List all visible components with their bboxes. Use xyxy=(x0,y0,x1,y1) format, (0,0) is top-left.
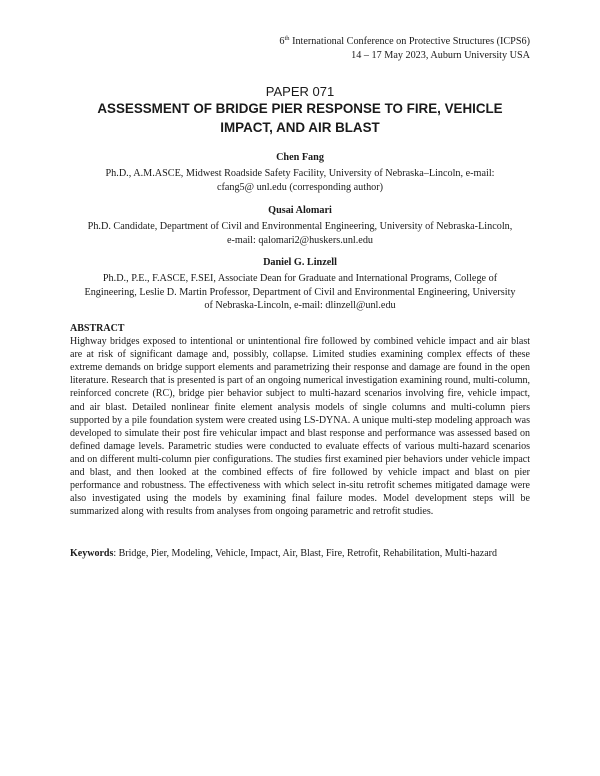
author-affiliation-line: Engineering, Leslie D. Martin Professor, Department of Civil and Environmental Engineering, University xyxy=(84,286,516,298)
abstract-heading: ABSTRACT xyxy=(70,323,125,334)
author-block xyxy=(60,204,540,247)
conference-line-1: 6th International Conference on Protective Structures (ICPS6) xyxy=(279,35,530,47)
author-affiliation-line: cfang5@ unl.edu (corresponding author) xyxy=(216,181,384,193)
author-affiliation-line: Ph.D. Candidate, Department of Civil and Environmental Engineering, University of Nebraska-Lincoln, xyxy=(87,220,513,232)
conference-header xyxy=(279,35,530,63)
keywords-list: Bridge, Pier, Modeling, Vehicle, Impact, Air, Blast, Fire, Retrofit, Rehabilitation, Multi-hazard xyxy=(118,548,498,559)
keywords-separator: : xyxy=(113,548,119,559)
author-affiliation-line: Ph.D., A.M.ASCE, Midwest Roadside Safety Facility, University of Nebraska–Lincoln, e-mail: xyxy=(105,167,495,179)
abstract-section xyxy=(70,322,530,518)
author-affiliation-line: Ph.D., P.E., F.ASCE, F.SEI, Associate Dean for Graduate and International Programs, College of xyxy=(102,272,498,284)
abstract-body: Highway bridges exposed to intentional or unintentional fire followed by combined vehicle impact and air blast are at risk of significant damage and, possibly, collapse. Limited studies examining complex effects of these extreme demands on bridge support elements and parametrizing their response and damage are found in the open literature. Research that is presented is part of an ongoing numerical investigation examining round, multi-column, reinforced concrete (RC), bridge pier behavior subject to multi-hazard scenarios involving fire, vehicle impact, and air blast. Detailed nonlinear finite element analysis models of single columns and multi-column piers supported by a pile foundation system were created using LS-DYNA. A unique multi-step modeling approach was developed to simulate their post fire vehicular impact and blast response and performance was assessed based on defined damage levels. Parametric studies were conducted to evaluate effects of various multi-hazard scenarios and on different multi-column pier configurations. The studies first examined pier behaviors under vehicle impact and blast, and then looked at the combined effects of fire followed by vehicle impact and blast on pier performance and robustness. The effectiveness with which select in-situ retrofit schemes mitigated damage were also investigated using the models by examining final failure modes. Model development steps will be summarized along with results from analyses from ongoing parametric and retrofit studies. xyxy=(70,336,530,518)
author-affiliation-line: of Nebraska-Lincoln, e-mail: dlinzell@unl.edu xyxy=(204,300,396,312)
author-block xyxy=(60,151,540,194)
paper-title: ASSESSMENT OF BRIDGE PIER RESPONSE TO FIRE, VEHICLE IMPACT, AND AIR BLAST xyxy=(97,101,503,135)
paper-number: PAPER 071 xyxy=(265,84,335,99)
author-name: Daniel G. Linzell xyxy=(263,257,337,268)
conference-line-2: 14 – 17 May 2023, Auburn University USA xyxy=(351,50,530,61)
keywords-line xyxy=(70,548,540,559)
keywords-label: Keywords xyxy=(70,548,114,559)
author-block xyxy=(60,256,540,313)
author-name: Qusai Alomari xyxy=(268,205,332,216)
author-affiliation-line: e-mail: qalomari2@huskers.unl.edu xyxy=(226,234,374,246)
author-name: Chen Fang xyxy=(276,152,324,163)
